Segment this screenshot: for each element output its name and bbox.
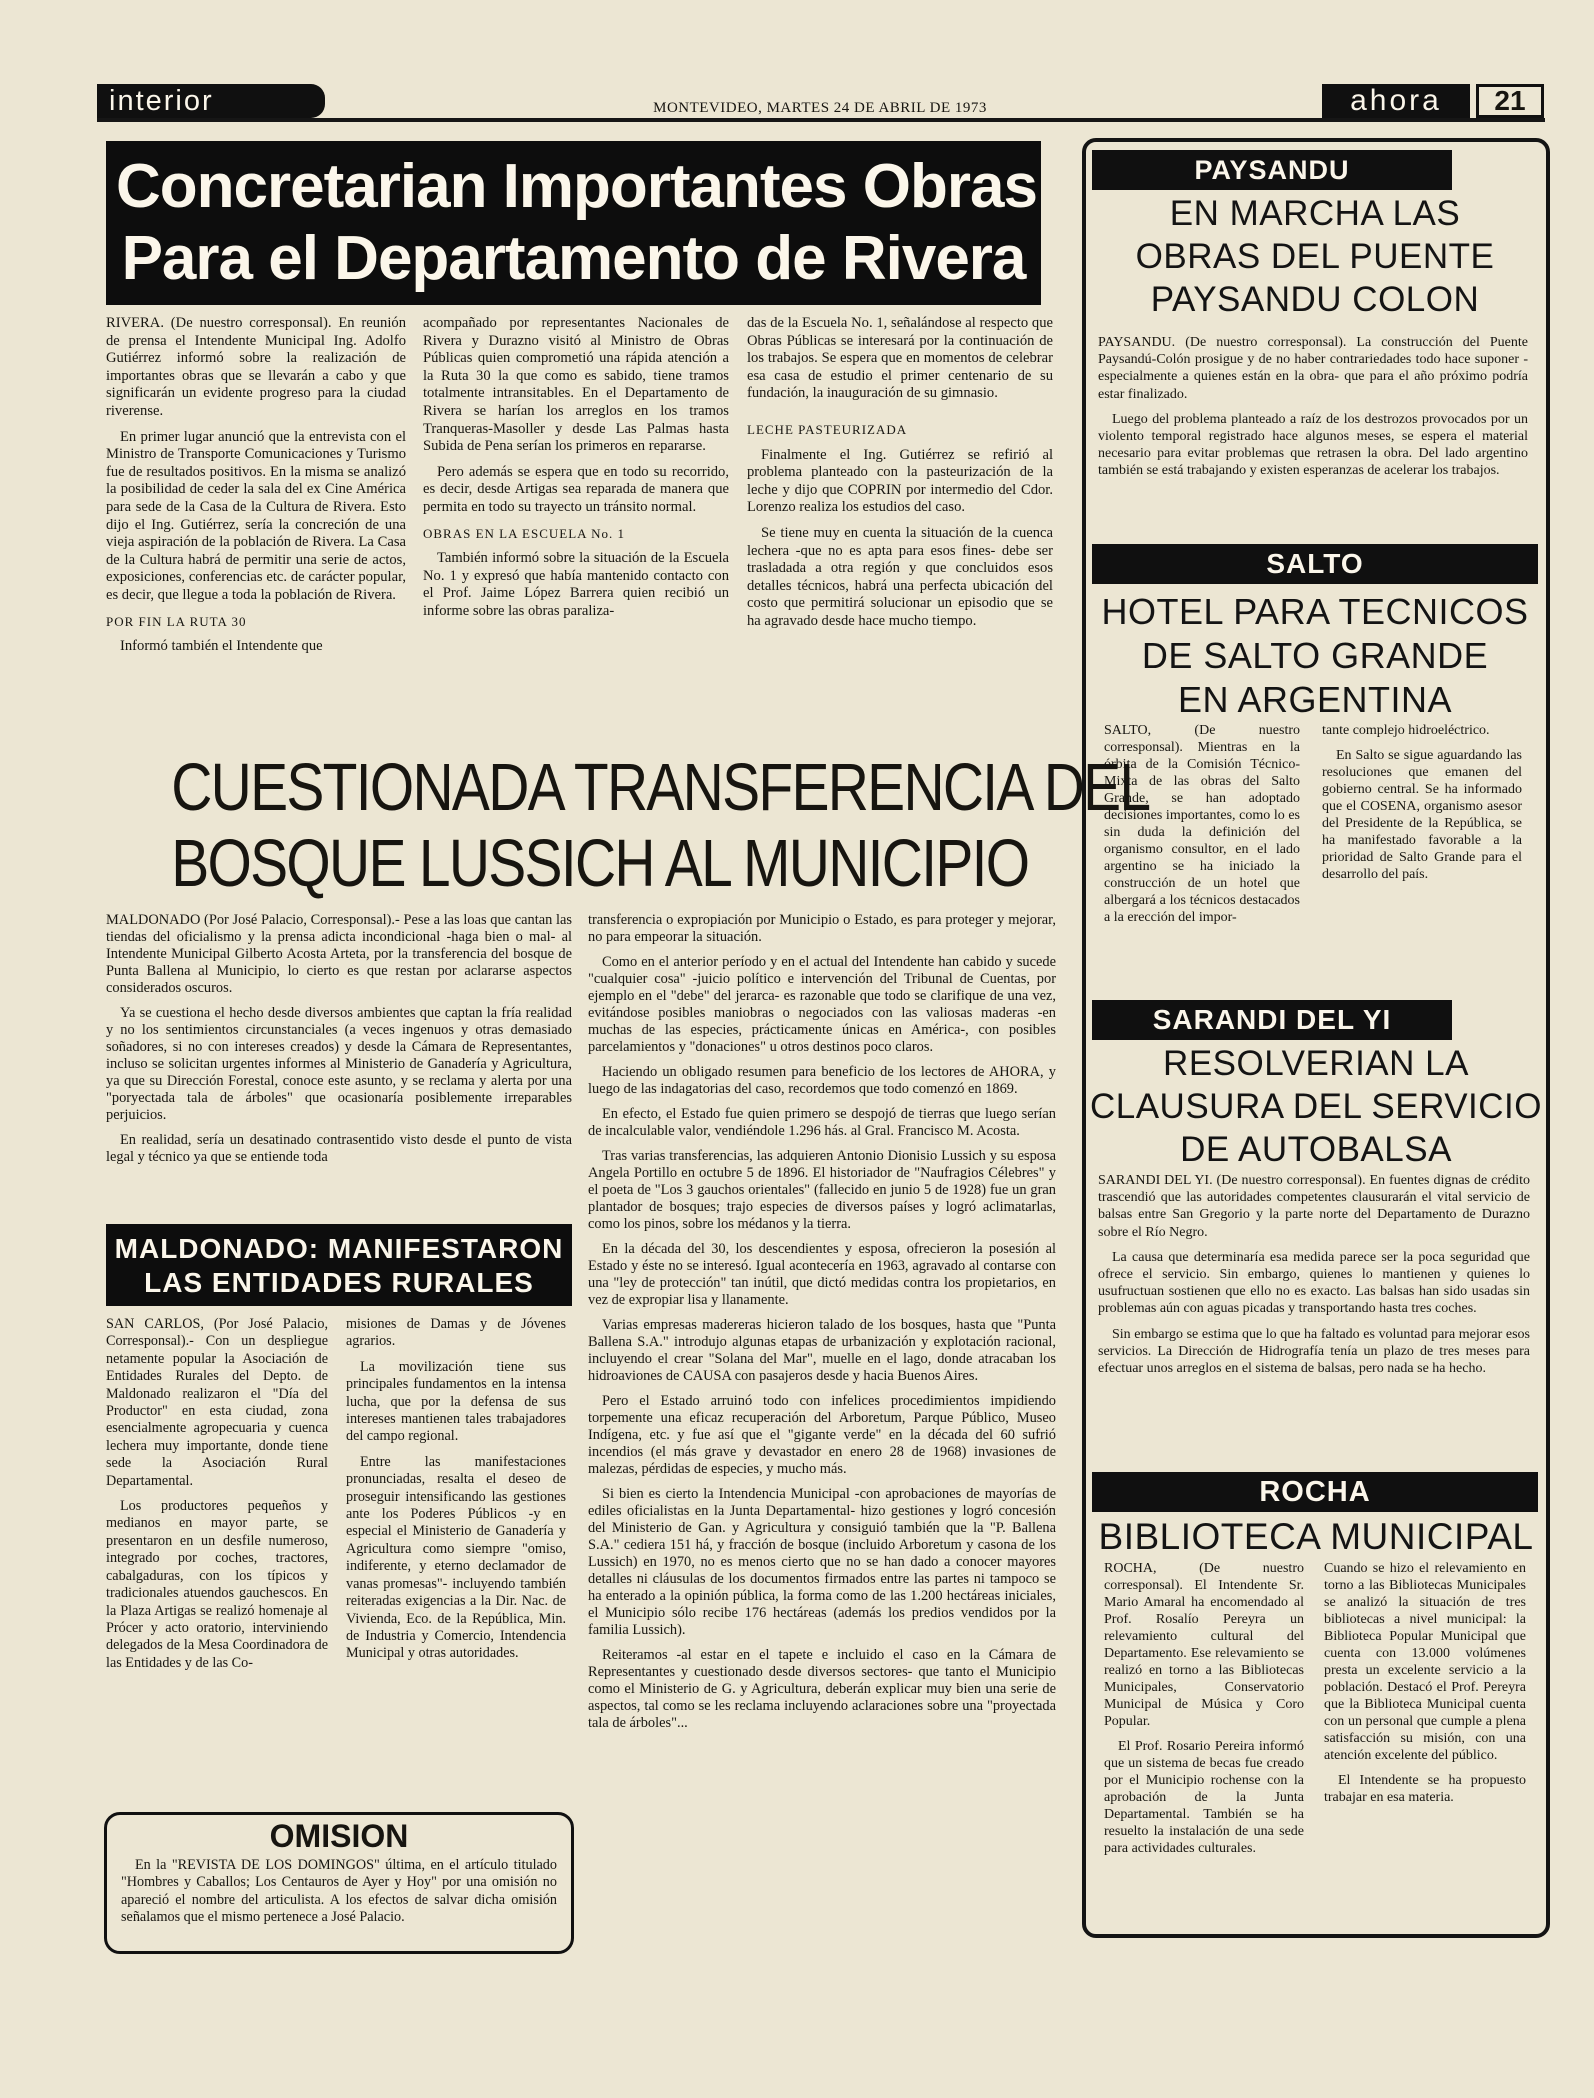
tab-paysandu: PAYSANDU xyxy=(1092,150,1452,190)
lussich-column-2 xyxy=(588,912,1056,1740)
rivera-headline-line1: Concretarian Importantes Obras xyxy=(116,152,1037,221)
sarandi-headline xyxy=(1088,1042,1544,1171)
omision-title: OMISION xyxy=(269,1818,409,1854)
paysandu-body xyxy=(1098,334,1528,488)
salto-headline xyxy=(1092,590,1538,722)
lussich-paragraph: MALDONADO (Por José Palacio, Corresponsal).- Pese a las loas que cantan las tiendas del oficialismo y la prensa adicta incondicional -haga bien o mal- al Intendente Municipal Gilberto Acosta Arteta, por la transferencia del bosque de Punta Ballena al Municipio, lo cierto es que restan por aclararse aspectos considerados oscuros. xyxy=(106,912,572,996)
rivera-paragraph: das de la Escuela No. 1, señalándose al respecto que Obras Públicas se interesará por la continuación de los trabajos. Se espera que en momentos de celebrar esa casa de estudio el primer centenario de su fundación, la inauguración de su gimnasio. xyxy=(747,315,1053,402)
salto-headline-line: DE SALTO GRANDE xyxy=(1141,635,1489,676)
rocha-paragraph: Cuando se hizo el relevamiento en torno a las Bibliotecas Municipales se analizó la situación de tres bibliotecas a nivel municipal: la Biblioteca Popular Municipal que cuenta con 13.000 volúmenes presta un excelente servicio a la población. Destacó el Prof. Pereyra que la Biblioteca Municipal cuenta con un personal que cumple a plena satisfacción su misión, con una atención excelente del público. xyxy=(1324,1561,1526,1763)
maldonado-paragraph: misiones de Damas y de Jóvenes agrarios. xyxy=(346,1316,566,1350)
lussich-paragraph: En realidad, sería un desatinado contrasentido visto desde el punto de vista legal y técnico ya que se entiende toda xyxy=(106,1132,572,1165)
sarandi-body xyxy=(1098,1172,1530,1385)
lussich-paragraph: Reiteramos -al estar en el tapete e incluido el caso en la Cámara de Representantes y cuestionado desde diversos sectores- que tanto el Municipio como el Ministerio de G. y Agricultura, deberán explicar muy bien una serie de aspectos, tal como se les reclama incluyendo aclaraciones sobre una "proyectada tala de árboles"... xyxy=(588,1647,1056,1731)
lussich-column-1 xyxy=(106,912,572,1174)
sarandi-paragraph: La causa que determinaría esa medida parece ser la poca seguridad que ofrece el servicio. Sin embargo, quienes lo mantienen y quienes lo usufructuan sostienen que ello no es exacto. Las balsas han sido usadas sin problemas aún con aguas picadas y transportando hasta tres coches. xyxy=(1098,1249,1530,1317)
lussich-paragraph: En la década del 30, los descendientes y esposa, ofrecieron la posesión al Estado y éste no se interesó. Igual acontecería en 1963, agravado al contarse con una "ley de protección" tan inútil, que dictó medidas contra los propietarios, en vez de expropiar lisa y llanamente. xyxy=(588,1241,1056,1308)
lussich-paragraph: Haciendo un obligado resumen para beneficio de los lectores de AHORA, y luego de las indagatorias del caso, recordemos que todo comenzó en 1869. xyxy=(588,1064,1056,1097)
salto-paragraph: SALTO, (De nuestro corresponsal). Mientras en la órbita de la Comisión Técnico-Mixta de las obras del Salto Grande, se han adoptado decisiones importantes, como lo es sin duda la definición del organismo consultor, en el lado argentino se ha iniciado la construcción de un hotel que albergará a los técnicos destacados a la erección del impor- xyxy=(1104,723,1300,925)
rivera-paragraph: acompañado por representantes Nacionales de Rivera y Durazno visitó al Ministro de Obras Públicas quien comprometió una rápida atención a la Ruta 30 la que como es sabido, tiene tramos totalmente intransitables. En el Departamento de Rivera se harían los arreglos en los tramos Tranqueras-Masoller y desde Las Palmas hasta Subida de Pena serían los primeros en repararse. xyxy=(423,315,729,455)
maldonado-headline-line2: LAS ENTIDADES RURALES xyxy=(144,1267,534,1298)
sarandi-headline-line: RESOLVERIAN LA xyxy=(1163,1044,1469,1083)
lussich-paragraph: En efecto, el Estado fue quien primero se despojó de tierras que luego serían de incalculable valor, vendiéndole 1.296 hás. al Gral. Francisco M. Acosta. xyxy=(588,1106,1056,1139)
paysandu-headline-line: OBRAS DEL PUENTE xyxy=(1135,237,1495,276)
rocha-paragraph: ROCHA, (De nuestro corresponsal). El Intendente Sr. Mario Amaral ha encomendado al Prof. Rosalío Pereyra un relevamiento cultural del Departamento. Ese relevamiento se realizó en torno a las Bibliotecas Municipales, Conservatorio Municipal de Música y Coro Popular. xyxy=(1104,1561,1304,1729)
paysandu-paragraph: Luego del problema planteado a raíz de los destrozos provocados por un violento temporal registrado hace algunos meses, se espera el material necesario para evitar problemas que retrasen la obra. Del lado argentino también se está trabajando y existen esperanzas de acelerar los trabajos. xyxy=(1098,411,1528,479)
rocha-headline: BIBLIOTECA MUNICIPAL xyxy=(1098,1516,1534,1557)
lussich-paragraph: Si bien es cierto la Intendencia Municipal -con aprobaciones de mayorías de ediles oficialistas en la Junta Departamental- hizo gestiones y logró concesión del Ministerio de Gan. y Agricultura y consiguió también que la "P. Ballena S.A." cediera 151 há, y fracción de bosque (incluido Arboretum y casona de los Lussich) en 1970, no es menos cierto que no se han dado a conocer mayores detalles ni cláusulas de los documentos firmados entre las partes ni tampoco se ha enterado a la opinión pública, la forma como de las 1.200 hectáreas iniciales, el Municipio sólo recibe 176 hectáreas (además los predios vendidos por la familia Lussich). xyxy=(588,1486,1056,1638)
rivera-paragraph: Pero además se espera que en todo su recorrido, es decir, desde Artigas sea reparada de manera que permita en todo su trayecto un tránsito normal. xyxy=(423,463,729,515)
salto-paragraph: tante complejo hidroeléctrico. xyxy=(1322,723,1490,738)
lussich-headline-line2: BOSQUE LUSSICH AL MUNICIPIO xyxy=(171,826,1029,901)
maldonado-headline-line1: MALDONADO: MANIFESTARON xyxy=(114,1233,564,1264)
maldonado-headline-box xyxy=(106,1224,572,1306)
omision-box xyxy=(104,1812,574,1954)
salto-column-1 xyxy=(1104,722,1300,934)
paysandu-headline xyxy=(1092,192,1538,321)
lussich-paragraph: Como en el anterior período y en el actual del Intendente han cabido y sucede "cualquier cosa" -juicio político e intervención del Tribunal de Cuentas, por ejemplo en el "debe" del jerarca- es razonable que todo se clarifique de una vez, evitándose posibles maniobras o negociados con las valiosas maderas -en muchas de las especies, prácticamente únicas en América-, con posibles parcelamientos y "donaciones" u otros destinos poco claros. xyxy=(588,954,1056,1055)
salto-paragraph: En Salto se sigue aguardando las resoluciones que emanen del gobierno central. Se ha informado que el COSENA, organismo asesor del Presidente de la República, se ha manifestado favorable a la prioridad de Salto Grande para el desarrollo del país. xyxy=(1322,748,1522,882)
maldonado-column-1 xyxy=(106,1316,328,1680)
rivera-headline-line2: Para el Departamento de Rivera xyxy=(121,224,1026,293)
salto-headline-line: EN ARGENTINA xyxy=(1177,679,1453,720)
sarandi-headline-line: DE AUTOBALSA xyxy=(1180,1130,1452,1169)
lussich-paragraph: Ya se cuestiona el hecho desde diversos ambientes que captan la fría realidad y no los sentimientos circunstanciales (a veces ingenuos y otras demasiado soñadores, si no con intereses creados) y desde la Cámara de Representantes, incluso se solicitan urgentes informes al Ministerio de Ganadería y Agricultura, ya que su Dirección Forestal, conoce este asunto, y se reclama y alerta por una "poryectada tala de árboles" que ocasionaría posiblemente irreparables perjuicios. xyxy=(106,1005,572,1123)
rivera-subhead-leche: LECHE PASTEURIZADA xyxy=(747,421,908,437)
salto-headline-line: HOTEL PARA TECNICOS xyxy=(1101,591,1529,632)
lussich-headline-line1: CUESTIONADA TRANSFERENCIA DEL xyxy=(171,750,1150,825)
rivera-headline-box xyxy=(106,141,1041,305)
rivera-subhead-escuela: OBRAS EN LA ESCUELA No. 1 xyxy=(423,525,625,541)
lussich-paragraph: Varias empresas madereras hicieron talado de los bosques, hasta que "Punta Ballena S.A." introdujo algunas etapas de urbanización y explotación racional, incluyendo el crear "Solana del Mar", muelle en el lago, donde atracaban los hidroaviones de CAUSA con pasajeros desde y hacia Buenos Aires. xyxy=(588,1317,1056,1384)
maldonado-paragraph: La movilización tiene sus principales fundamentos en la intensa lucha, que por la defensa de sus intereses mantienen tales trabajadores del campo regional. xyxy=(346,1358,566,1445)
sarandi-headline-line: CLAUSURA DEL SERVICIO xyxy=(1089,1087,1543,1126)
salto-column-2 xyxy=(1322,722,1522,891)
maldonado-paragraph: SAN CARLOS, (Por José Palacio, Corresponsal).- Con un despliegue netamente popular la Asociación de Entidades Rurales del Depto. de Maldonado realizaron el "Día del Productor" en esta ciudad, zona esencialmente agropecuaria y cuenca lechera muy importante, donde tiene sede la Asociación Rural Departamental. xyxy=(106,1316,328,1489)
rivera-paragraph: En primer lugar anunció que la entrevista con el Ministro de Transporte Comunicaciones y Turismo fue de resultados positivos. En la misma se analizó la posibilidad de ceder la sala del ex Cine América para sede de la Casa de la Cultura de Rivera. Esto dijo el Ing. Gutiérrez, sería la concreción de una vieja aspiración de la población de Rivera. La Casa de la Cultura habrá de permitir una serie de actos, exposiciones, conferencias etc. de carácter popular, es decir, que llegue a toda la población de Rivera. xyxy=(106,428,406,603)
rivera-paragraph: También informó sobre la situación de la Escuela No. 1 y expresó que había mantenido contacto con el Prof. Jaime López Barrera quien recibió un informe sobre las obras paraliza- xyxy=(423,550,729,619)
maldonado-paragraph: Entre las manifestaciones pronunciadas, resalta el deseo de proseguir intensificando las gestiones ante los Poderes Públicos -y en especial el Ministerio de Ganadería y Agricultura como siempre "omiso, indiferente, y eterno declamador de vanas promesas"- incluyendo también reiteradas exigencias a la Dir. Nac. de Vivienda, Eco. de la República, Min. de Industria y Comercio, Intendencia Municipal y otras autoridades. xyxy=(346,1453,566,1662)
paysandu-headline-line: PAYSANDU COLON xyxy=(1150,280,1480,319)
rivera-paragraph: Finalmente el Ing. Gutiérrez se refirió al problema planteado con la pasteurización de la leche y dijo que COPRIN por intermedio del Cdor. Lorenzo realiza los estudios del caso. xyxy=(747,446,1053,516)
tab-sarandi: SARANDI DEL YI xyxy=(1092,1000,1452,1040)
paysandu-headline-line: EN MARCHA LAS xyxy=(1169,194,1461,233)
masthead-rule xyxy=(97,118,1545,122)
rivera-paragraph: RIVERA. (De nuestro corresponsal). En reunión de prensa el Intendente Municipal Ing. Adolfo Gutiérrez informó sobre la realización de importantes obras que se llevarán a cabo y que significarán un evidente progreso para la ciudad riverense. xyxy=(106,315,406,419)
sarandi-paragraph: SARANDI DEL YI. (De nuestro corresponsal). En fuentes dignas de crédito trascendió que las autoridades competentes clausurarán el vital servicio de balsas entre San Gregorio y la parte norte del Departamento de Durazno sobre el Río Negro. xyxy=(1098,1173,1530,1240)
paper-logo: ahora xyxy=(1322,84,1470,118)
lussich-paragraph: Pero el Estado arruinó todo con infelices procedimientos impidiendo torpemente una eficaz recuperación del Arboretum, Parque Público, Museo Indígena, etc. y fue así que el "gigante verde" en la década del 60 sufrió incendios (el más grave y devastador en enero 28 de 1968) invasiones de malezas, pérdidas de especies, y mucho más. xyxy=(588,1393,1056,1477)
rivera-column-3 xyxy=(747,315,1053,639)
maldonado-column-2 xyxy=(346,1316,566,1671)
omision-text: En la "REVISTA DE LOS DOMINGOS" última, en el artículo titulado "Hombres y Caballos; Los Centauros de Ayer y Hoy" por una omisión no apareció el nombre del articulista. A los efectos de salvar dicha omisión señalamos que el mismo pertenece a José Palacio. xyxy=(121,1857,557,1926)
rivera-column-2 xyxy=(423,315,729,629)
lussich-paragraph: transferencia o expropiación por Municipio o Estado, es para proteger y mejorar, no para empeorar la situación. xyxy=(588,912,1056,945)
rocha-column-2 xyxy=(1324,1560,1526,1814)
rocha-paragraph: El Intendente se ha propuesto trabajar en esa materia. xyxy=(1324,1773,1526,1805)
tab-rocha: ROCHA xyxy=(1092,1472,1538,1512)
rocha-column-1 xyxy=(1104,1560,1304,1865)
rocha-paragraph: El Prof. Rosario Pereira informó que un sistema de becas fue creado por el Municipio rochense con la aprobación de la Junta Departamental. También se ha resuelto la instalación de una sede para actividades culturales. xyxy=(1104,1739,1304,1856)
lussich-paragraph: Tras varias transferencias, las adquieren Antonio Dionisio Lussich y su esposa Angela Portillo en octubre 5 de 1896. El historiador de "Naufragios Célebres" y el poeta de "Los 3 gauchos orientales" (fallecido en junio 5 de 1928) fue un gran plantador de bosques; trajo especies de diversos países y logró aclimatarlas, como los pinos, sobre los médanos y la tierra. xyxy=(588,1148,1056,1232)
sarandi-paragraph: Sin embargo se estima que lo que ha faltado es voluntad para mejorar esos servicios. La Dirección de Hidrografía tenía un plazo de tres meses para efectuar unos arreglos en el sistema de balsas, pero nada se ha hecho. xyxy=(1098,1326,1530,1377)
rivera-paragraph: Informó también el Intendente que xyxy=(120,638,323,655)
paysandu-paragraph: PAYSANDU. (De nuestro corresponsal). La construcción del Puente Paysandú-Colón prosigue y de no haber contrariedades todo hace suponer -especialmente a quienes están en la obra- que para el año próximo podría estar finalizado. xyxy=(1098,335,1528,402)
maldonado-paragraph: Los productores pequeños y medianos en mayor parte, se presentaron en un desfile numeroso, integrado por coches, tractores, cabalgaduras, con los típicos y tradicionales atuendos gauchescos. En la Plaza Artigas se realizó homenaje al Prócer y acto oratorio, interviniendo delegados de la Mesa Coordinadora de las Entidades y de las Co- xyxy=(106,1498,328,1671)
page-number: 21 xyxy=(1476,84,1544,118)
rivera-subhead-ruta: POR FIN LA RUTA 30 xyxy=(106,613,247,629)
section-tab-interior: interior xyxy=(97,84,325,118)
rivera-column-1 xyxy=(106,315,406,664)
rivera-paragraph: Se tiene muy en cuenta la situación de la cuenca lechera -que no es apta para esos fines- debe ser trasladada a otra región y que concluidos esos detalles técnicos, habrá una perfecta ubicación del costo que permitirá solucionar un episodio que se ha agravado desde hace mucho tiempo. xyxy=(747,524,1053,629)
dateline: MONTEVIDEO, MARTES 24 DE ABRIL DE 1973 xyxy=(653,100,987,116)
tab-salto: SALTO xyxy=(1092,544,1538,584)
